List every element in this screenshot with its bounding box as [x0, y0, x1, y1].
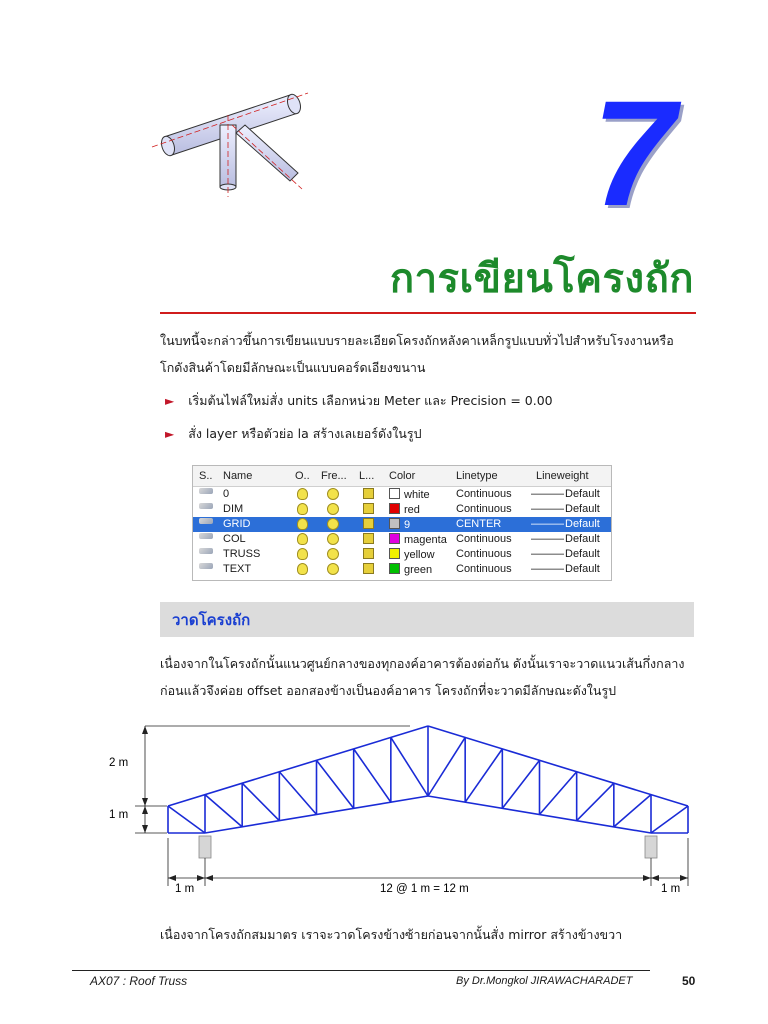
truss-member-29: [428, 737, 465, 796]
layer-linetype[interactable]: CENTER: [456, 518, 502, 530]
layer-lineweight[interactable]: Default: [565, 533, 600, 545]
section-title: วาดโครงถัก: [172, 611, 251, 629]
bullet-item: [165, 387, 553, 415]
dim-height-bottom: 1 m: [109, 809, 129, 821]
layer-properties-table: [192, 465, 612, 581]
layer-status-icon: [199, 488, 213, 494]
truss-member-28: [391, 737, 428, 796]
lineweight-line: ———: [531, 488, 564, 500]
lightbulb-icon[interactable]: [297, 518, 308, 530]
intro-line-1: ในบทนี้จะกล่าวขึ้นการเขียนแบบรายละเอียดโครงถักหลังคาเหล็กรูปแบบทั่วไปสำหรับโรงงานหรือ: [160, 333, 674, 348]
color-swatch: [389, 503, 400, 514]
layer-status-icon: [199, 518, 213, 524]
lightbulb-icon[interactable]: [297, 563, 308, 575]
layer-lineweight[interactable]: Default: [565, 548, 600, 560]
dim-right: 1 m: [661, 883, 681, 895]
layer-name: TEXT: [223, 563, 252, 575]
layer-color-name: 9: [404, 519, 411, 531]
pipe-joint-illustration: [150, 85, 310, 200]
color-swatch: [389, 533, 400, 544]
layer-linetype[interactable]: Continuous: [456, 503, 512, 515]
lightbulb-icon[interactable]: [297, 488, 308, 500]
layer-status-icon: [199, 533, 213, 539]
dim-height-top: 2 m: [109, 757, 129, 769]
layer-color-name: green: [404, 564, 433, 576]
layer-status-icon: [199, 503, 213, 509]
layer-lineweight[interactable]: Default: [565, 488, 600, 500]
layer-status-icon: [199, 563, 213, 569]
truss-member-31: [502, 760, 539, 808]
truss-member-27: [354, 749, 391, 802]
layer-row[interactable]: [193, 547, 611, 562]
column-header[interactable]: L...: [359, 470, 375, 482]
truss-member-2: [168, 806, 205, 833]
color-swatch: [389, 563, 400, 574]
lineweight-line: ———: [531, 518, 564, 530]
layer-row[interactable]: [193, 562, 611, 577]
layer-color[interactable]: [389, 488, 430, 501]
section-line-2: ก่อนแล้วจึงค่อย offset ออกสองข้างเป็นองค์อาคาร โครงถักที่จะวาดมีลักษณะดังในรูป: [160, 683, 617, 698]
sun-icon[interactable]: [327, 518, 339, 530]
column-header[interactable]: Color: [389, 470, 416, 482]
bullet-text: สั่ง layer หรือตัวย่อ la สร้างเลเยอร์ดังในรูป: [188, 426, 422, 441]
section-paragraph: [160, 650, 684, 704]
right-support: [645, 836, 657, 858]
layer-linetype[interactable]: Continuous: [456, 533, 512, 545]
lock-icon[interactable]: [363, 533, 374, 544]
color-swatch: [389, 548, 400, 559]
lightbulb-icon[interactable]: [297, 503, 308, 515]
truss-diagram: [95, 718, 705, 898]
sun-icon[interactable]: [327, 503, 339, 515]
layer-color-name: white: [404, 489, 430, 501]
left-support: [199, 836, 211, 858]
layer-linetype[interactable]: Continuous: [456, 563, 512, 575]
column-header[interactable]: S..: [199, 470, 213, 482]
layer-row[interactable]: [193, 517, 611, 532]
dim-middle: 12 @ 1 m = 12 m: [380, 883, 469, 895]
truss-member-30: [465, 749, 502, 802]
lightbulb-icon[interactable]: [297, 548, 308, 560]
lineweight-line: ———: [531, 533, 564, 545]
color-swatch: [389, 488, 400, 499]
bullet-text: เริ่มต้นไฟล์ใหม่สั่ง units เลือกหน่วย Meter และ Precision = 0.00: [188, 393, 553, 408]
truss-member-25: [279, 772, 316, 815]
truss-member-26: [317, 760, 354, 808]
layer-row[interactable]: [193, 487, 611, 502]
chapter-title: การเขียนโครงถัก: [389, 256, 694, 302]
closing-paragraph: เนื่องจากโครงถักสมมาตร เราจะวาดโครงข้างซ้ายก่อนจากนั้นสั่ง mirror สร้างข้างขวา: [160, 927, 623, 942]
page-number: 50: [682, 974, 696, 988]
truss-member-5: [651, 806, 688, 833]
sun-icon[interactable]: [327, 548, 339, 560]
color-swatch: [389, 518, 400, 529]
lineweight-line: ———: [531, 548, 564, 560]
lock-icon[interactable]: [363, 548, 374, 559]
layer-color-name: red: [404, 504, 420, 516]
layer-row[interactable]: [193, 502, 611, 517]
sun-icon[interactable]: [327, 533, 339, 545]
truss-member-32: [540, 772, 577, 815]
lock-icon[interactable]: [363, 518, 374, 529]
column-header[interactable]: Name: [223, 470, 253, 482]
bullet-item: [165, 420, 422, 448]
layer-linetype[interactable]: Continuous: [456, 488, 512, 500]
lock-icon[interactable]: [363, 488, 374, 499]
layer-color-name: yellow: [404, 549, 435, 561]
truss-member-23: [205, 795, 242, 827]
lock-icon[interactable]: [363, 563, 374, 574]
section-line-1: เนื่องจากในโครงถักนั้นแนวศูนย์กลางของทุกองค์อาคารต้องต่อกัน ดังนั้นเราจะวาดแนวเส้นกึ่งกลาง: [160, 656, 685, 671]
layer-lineweight[interactable]: Default: [565, 518, 600, 530]
layer-lineweight[interactable]: Default: [565, 503, 600, 515]
truss-member-33: [577, 783, 614, 820]
sun-icon[interactable]: [327, 563, 339, 575]
layer-color[interactable]: [389, 563, 432, 576]
layer-color[interactable]: [389, 503, 420, 516]
layer-name: GRID: [223, 518, 251, 530]
column-header[interactable]: Linetype: [456, 470, 498, 482]
lock-icon[interactable]: [363, 503, 374, 514]
layer-color[interactable]: [389, 533, 447, 546]
intro-line-2: โกดังสินค้าโดยมีลักษณะเป็นแบบคอร์ดเอียงขนาน: [160, 360, 426, 375]
table-header: [193, 466, 611, 487]
title-divider: [160, 312, 696, 314]
intro-paragraph: [160, 327, 674, 381]
layer-color[interactable]: [389, 518, 410, 531]
chapter-number: 7: [592, 69, 676, 237]
layer-name: COL: [223, 533, 246, 545]
layer-color[interactable]: [389, 548, 435, 561]
layer-lineweight[interactable]: Default: [565, 563, 600, 575]
sun-icon[interactable]: [327, 488, 339, 500]
lineweight-line: ———: [531, 503, 564, 515]
triangle-bullet-icon: ►: [165, 394, 175, 408]
layer-status-icon: [199, 548, 213, 554]
layer-row[interactable]: [193, 532, 611, 547]
column-header[interactable]: Lineweight: [536, 470, 589, 482]
layer-linetype[interactable]: Continuous: [456, 548, 512, 560]
truss-members: [168, 726, 688, 833]
lightbulb-icon[interactable]: [297, 533, 308, 545]
column-header[interactable]: Fre...: [321, 470, 347, 482]
layer-name: DIM: [223, 503, 244, 515]
footer-document-code: AX07 : Roof Truss: [90, 974, 188, 988]
lineweight-line: ———: [531, 563, 564, 575]
column-header[interactable]: O..: [295, 470, 310, 482]
footer-divider: [72, 970, 650, 971]
layer-name: TRUSS: [223, 548, 261, 560]
truss-member-24: [242, 783, 279, 820]
layer-name: 0: [223, 488, 230, 500]
footer-author: By Dr.Mongkol JIRAWACHARADET: [456, 975, 633, 987]
truss-member-34: [614, 795, 651, 827]
layer-color-name: magenta: [404, 534, 447, 546]
dim-left: 1 m: [175, 883, 195, 895]
triangle-bullet-icon: ►: [165, 427, 175, 441]
